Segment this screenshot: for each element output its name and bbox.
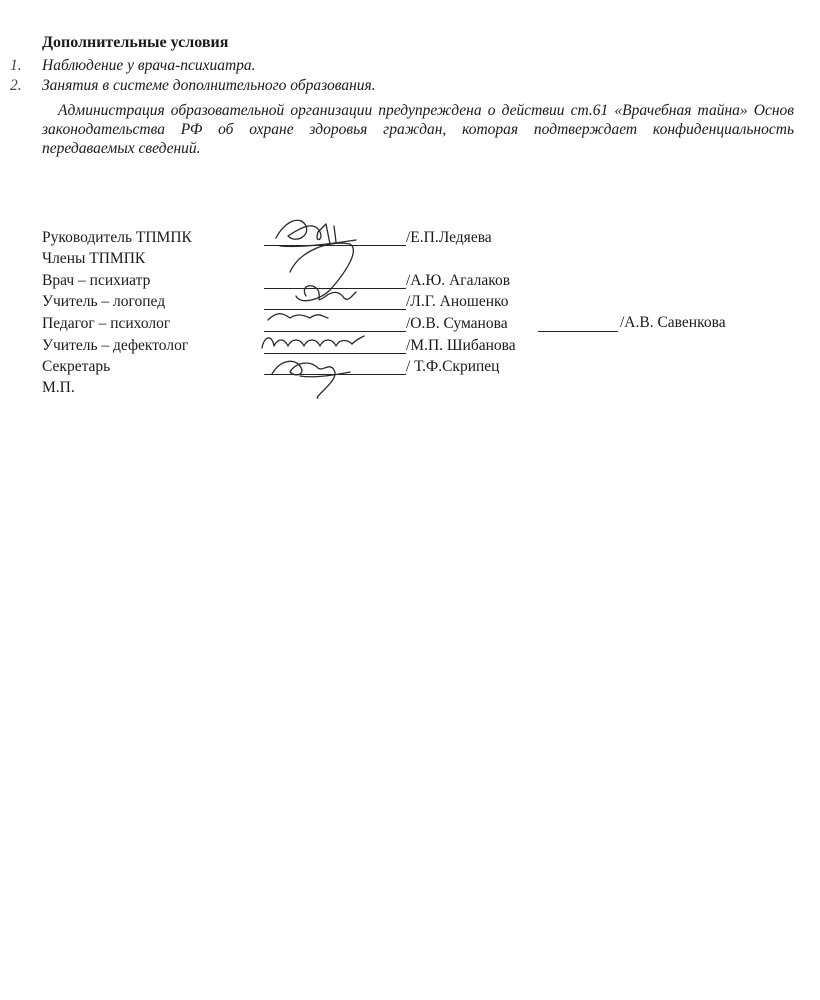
section-heading: Дополнительные условия [42, 34, 229, 51]
signature-name: /Е.П.Ледяева [406, 229, 492, 246]
signature-name: /М.П. Шибанова [406, 337, 516, 354]
list-item-text: Наблюдение у врача-психиатра. [42, 57, 256, 74]
signature-role: Члены ТПМПК [42, 250, 146, 267]
signature-line [264, 293, 406, 310]
signature-line [264, 272, 406, 289]
signature-name: / Т.Ф.Скрипец [406, 358, 500, 375]
signature-role: Врач – психиатр [42, 272, 151, 289]
signature-name: /Л.Г. Аношенко [406, 293, 509, 310]
list-item-text: Занятия в системе дополнительного образования. [42, 77, 376, 94]
signature-line [538, 315, 618, 332]
list-item-number: 2. [10, 77, 22, 94]
signature-line [264, 337, 406, 354]
signature-line [264, 358, 406, 375]
signature-name: /А.В. Савенкова [620, 314, 726, 331]
confidentiality-paragraph: Администрация образовательной организации предупреждена о действии ст.61 «Врачебная тайна» Основ законодательства РФ об охране здоровья граждан, которая подтверждает конфиденциальность передаваемых сведений. [42, 102, 794, 157]
signature-role: Учитель – логопед [42, 293, 166, 310]
signature-name: /О.В. Суманова [406, 315, 508, 332]
signature-line [264, 229, 406, 246]
signature-role: Руководитель ТПМПК [42, 229, 192, 246]
signature-name: /А.Ю. Агалаков [406, 272, 511, 289]
list-item-number: 1. [10, 57, 22, 74]
signature-line [264, 315, 406, 332]
signature-role: Учитель – дефектолог [42, 337, 189, 354]
stamp-place-label: М.П. [42, 379, 75, 396]
signature-role: Педагог – психолог [42, 315, 171, 332]
signature-role: Секретарь [42, 358, 111, 375]
